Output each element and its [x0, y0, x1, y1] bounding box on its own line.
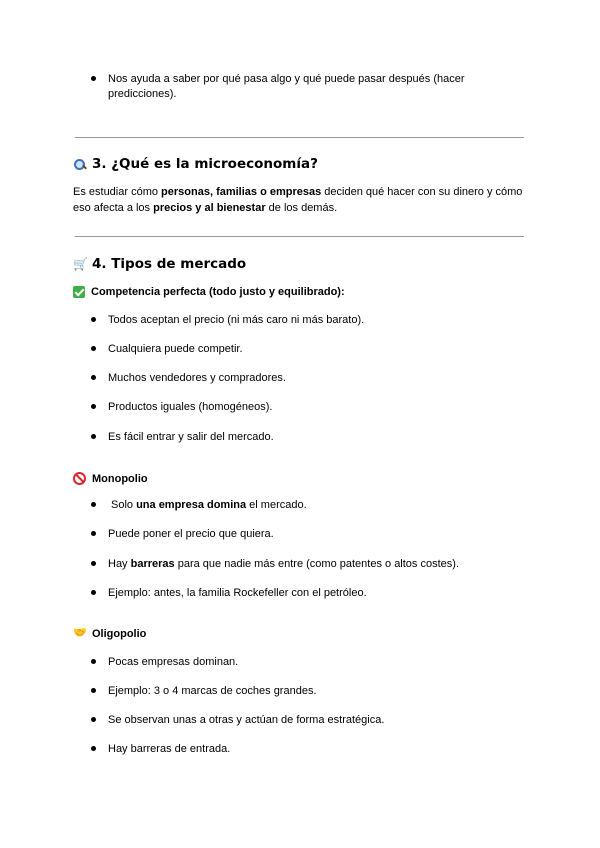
shopping-cart-icon: 🛒 [73, 256, 88, 271]
subheading-title: Oligopolio [92, 627, 147, 640]
list-item-text: Hay barreras de entrada. [108, 743, 231, 755]
text-run: eso afecta a los [73, 202, 154, 214]
handshake-icon: 🤝 [73, 627, 87, 639]
section-heading [73, 256, 246, 272]
subheading [73, 627, 146, 640]
bullet-icon [91, 317, 96, 322]
subheading [73, 472, 148, 485]
bold-text: una empresa domina [136, 499, 247, 511]
magnifying-glass-icon [73, 158, 86, 171]
list-item-text: Se observan unas a otras y actúan de forma estratégica. [108, 714, 385, 726]
text-run: deciden qué hacer con su dinero y cómo [321, 186, 523, 198]
text-run: el mercado. [246, 499, 307, 511]
bold-text: precios y al bienestar [153, 202, 266, 214]
bold-text: personas, familias o empresas [161, 186, 322, 198]
check-mark-icon [73, 286, 85, 298]
section-title: 3. ¿Qué es la microeconomía? [92, 156, 318, 172]
text-run: Es estudiar cómo [73, 186, 162, 198]
bullet-icon [91, 590, 96, 595]
text-run: Solo [111, 499, 137, 511]
list-item-text [108, 557, 528, 572]
divider [75, 137, 524, 138]
paragraph [73, 184, 528, 216]
list-item-text: Productos iguales (homogéneos). [108, 401, 273, 413]
bold-text: barreras [130, 558, 175, 570]
bullet-icon [91, 717, 96, 722]
list-item-text: Es fácil entrar y salir del mercado. [108, 431, 274, 443]
divider [75, 236, 524, 237]
subheading-title: Monopolio [92, 472, 148, 485]
bullet-icon [91, 76, 96, 81]
list-item-text [111, 498, 531, 513]
list-item-text: Pocas empresas dominan. [108, 656, 239, 668]
list-item-line: predicciones). [108, 88, 177, 100]
list-item-text: Puede poner el precio que quiera. [108, 528, 274, 540]
bullet-icon [91, 375, 96, 380]
section-heading [73, 156, 318, 172]
text-run: para que nadie más entre (como patentes o altos costes). [174, 558, 459, 570]
list-item-text [108, 72, 528, 102]
prohibited-icon [73, 472, 86, 485]
bullet-icon [91, 688, 96, 693]
section-title: 4. Tipos de mercado [92, 256, 247, 272]
list-item-text: Cualquiera puede competir. [108, 343, 243, 355]
bullet-icon [91, 404, 96, 409]
text-run: de los demás. [265, 202, 338, 214]
bullet-icon [91, 346, 96, 351]
text-run: Hay [108, 558, 131, 570]
bullet-icon [91, 531, 96, 536]
bullet-icon [91, 659, 96, 664]
bullet-icon [91, 561, 96, 566]
list-item-text: Muchos vendedores y compradores. [108, 372, 286, 384]
bullet-icon [91, 746, 96, 751]
list-item-text: Ejemplo: antes, la familia Rockefeller con el petróleo. [108, 587, 367, 599]
list-item-line: Nos ayuda a saber por qué pasa algo y qué puede pasar después (hacer [108, 73, 465, 85]
bullet-icon [91, 434, 96, 439]
subheading-title: Competencia perfecta (todo justo y equilibrado): [91, 286, 345, 298]
list-item-text: Ejemplo: 3 o 4 marcas de coches grandes. [108, 685, 317, 697]
list-item-text: Todos aceptan el precio (ni más caro ni más barato). [108, 314, 365, 326]
subheading [73, 286, 345, 298]
bullet-icon [91, 502, 96, 507]
